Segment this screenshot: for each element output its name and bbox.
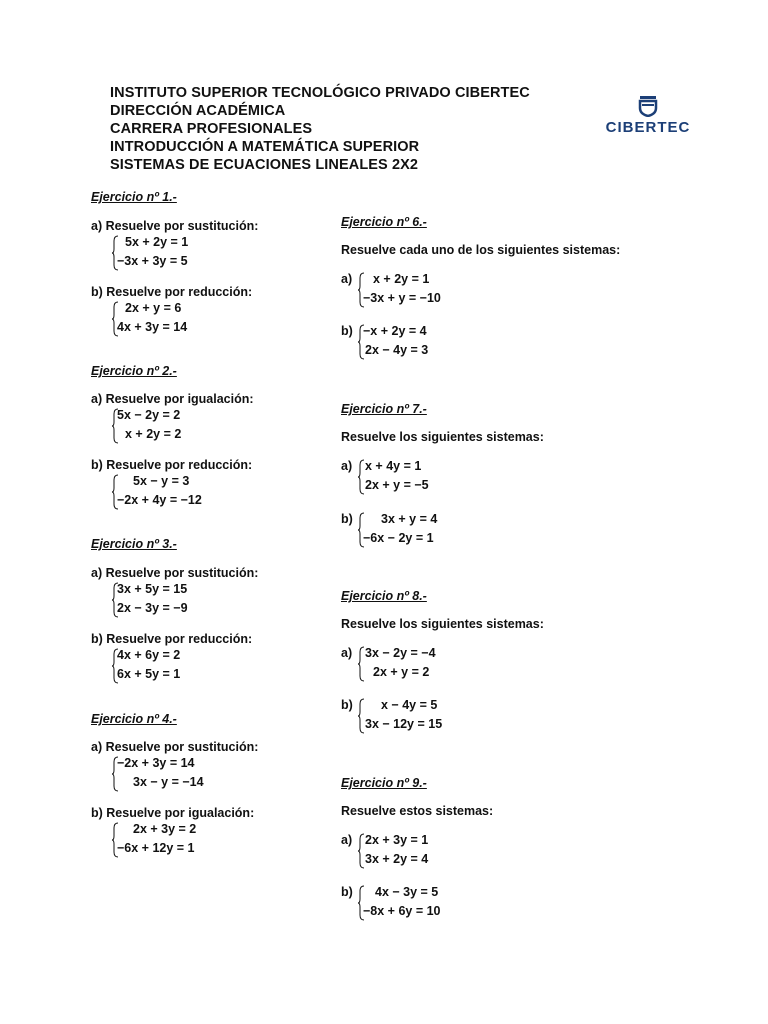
- equation-1: −2x + 3y = 14: [117, 756, 195, 770]
- equation-2: 3x − y = −14: [133, 775, 204, 789]
- exercise-7b-label: b): [341, 512, 353, 526]
- header-direction: DIRECCIÓN ACADÉMICA: [110, 103, 286, 119]
- equation-2: 2x − 4y = 3: [365, 343, 429, 357]
- exercise-6-instruction: Resuelve cada uno de los siguientes sistemas:: [341, 243, 621, 257]
- header-institute: INSTITUTO SUPERIOR TECNOLÓGICO PRIVADO CIBERTEC: [110, 85, 530, 101]
- equation-2: 2x − 3y = −9: [117, 601, 188, 615]
- equation-1: −x + 2y = 4: [363, 324, 427, 338]
- equation-2: −3x + y = −10: [363, 291, 441, 305]
- exercise-1a-label: a) Resuelve por sustitución:: [91, 219, 259, 233]
- equation-1: 2x + 3y = 2: [133, 822, 197, 836]
- exercise-3b-label: b) Resuelve por reducción:: [91, 632, 253, 646]
- equation-1: 4x − 3y = 5: [375, 885, 439, 899]
- exercise-4-title: Ejercicio nº 4.-: [91, 712, 177, 726]
- exercise-9a-label: a): [341, 833, 353, 847]
- equation-2: −6x − 2y = 1: [363, 531, 434, 545]
- equation-1: 3x − 2y = −4: [365, 646, 436, 660]
- exercise-7-title: Ejercicio nº 7.-: [341, 402, 427, 416]
- exercise-8a-label: a): [341, 646, 353, 660]
- equation-1: x + 2y = 1: [373, 272, 430, 286]
- equation-2: −2x + 4y = −12: [117, 493, 202, 507]
- equation-2: 3x + 2y = 4: [365, 852, 429, 866]
- exercise-7a-label: a): [341, 459, 353, 473]
- exercise-3a-label: a) Resuelve por sustitución:: [91, 566, 259, 580]
- equation-2: 4x + 3y = 14: [117, 320, 188, 334]
- exercise-8b-label: b): [341, 698, 353, 712]
- equation-2: −6x + 12y = 1: [117, 841, 195, 855]
- exercise-6-title: Ejercicio nº 6.-: [341, 215, 427, 229]
- equation-1: 5x + 2y = 1: [125, 235, 189, 249]
- exercise-2-title: Ejercicio nº 2.-: [91, 364, 177, 378]
- logo-text: CIBERTEC: [605, 119, 691, 136]
- equation-1: 3x + 5y = 15: [117, 582, 188, 596]
- exercise-9-title: Ejercicio nº 9.-: [341, 776, 427, 790]
- header-career: CARRERA PROFESIONALES: [110, 121, 313, 137]
- brace-icon: [357, 833, 365, 869]
- equation-1: 5x − 2y = 2: [117, 408, 181, 422]
- exercise-8-instruction: Resuelve los siguientes sistemas:: [341, 617, 544, 631]
- exercise-9b-label: b): [341, 885, 353, 899]
- equation-2: x + 2y = 2: [125, 427, 182, 441]
- equation-1: 3x + y = 4: [381, 512, 438, 526]
- equation-1: 2x + 3y = 1: [365, 833, 429, 847]
- exercise-2b-label: b) Resuelve por reducción:: [91, 458, 253, 472]
- document-header: [110, 84, 530, 174]
- equation-1: 2x + y = 6: [125, 301, 182, 315]
- cibertec-logo: [598, 95, 698, 136]
- brace-icon: [357, 459, 365, 495]
- equation-1: x − 4y = 5: [381, 698, 438, 712]
- exercise-7-instruction: Resuelve los siguientes sistemas:: [341, 430, 544, 444]
- equation-1: 4x + 6y = 2: [117, 648, 181, 662]
- exercise-8-title: Ejercicio nº 8.-: [341, 589, 427, 603]
- exercise-1b-label: b) Resuelve por reducción:: [91, 285, 253, 299]
- exercise-2a-label: a) Resuelve por igualación:: [91, 392, 254, 406]
- equation-2: 6x + 5y = 1: [117, 667, 181, 681]
- exercise-3-title: Ejercicio nº 3.-: [91, 537, 177, 551]
- brace-icon: [357, 646, 365, 682]
- equation-1: x + 4y = 1: [365, 459, 422, 473]
- exercise-6b-label: b): [341, 324, 353, 338]
- equation-2: 3x − 12y = 15: [365, 717, 443, 731]
- equation-1: 5x − y = 3: [133, 474, 190, 488]
- cibertec-emblem-icon: [637, 95, 659, 117]
- header-topic: SISTEMAS DE ECUACIONES LINEALES 2X2: [110, 157, 419, 173]
- exercise-4a-label: a) Resuelve por sustitución:: [91, 740, 259, 754]
- exercise-1-title: Ejercicio nº 1.-: [91, 190, 177, 204]
- equation-2: 2x + y = 2: [373, 665, 430, 679]
- exercise-9-instruction: Resuelve estos sistemas:: [341, 804, 494, 818]
- equation-2: −8x + 6y = 10: [363, 904, 441, 918]
- exercise-4b-label: b) Resuelve por igualación:: [91, 806, 255, 820]
- brace-icon: [357, 698, 365, 734]
- equation-2: 2x + y = −5: [365, 478, 429, 492]
- header-course: INTRODUCCIÓN A MATEMÁTICA SUPERIOR: [110, 139, 420, 155]
- equation-2: −3x + 3y = 5: [117, 254, 188, 268]
- exercise-6a-label: a): [341, 272, 353, 286]
